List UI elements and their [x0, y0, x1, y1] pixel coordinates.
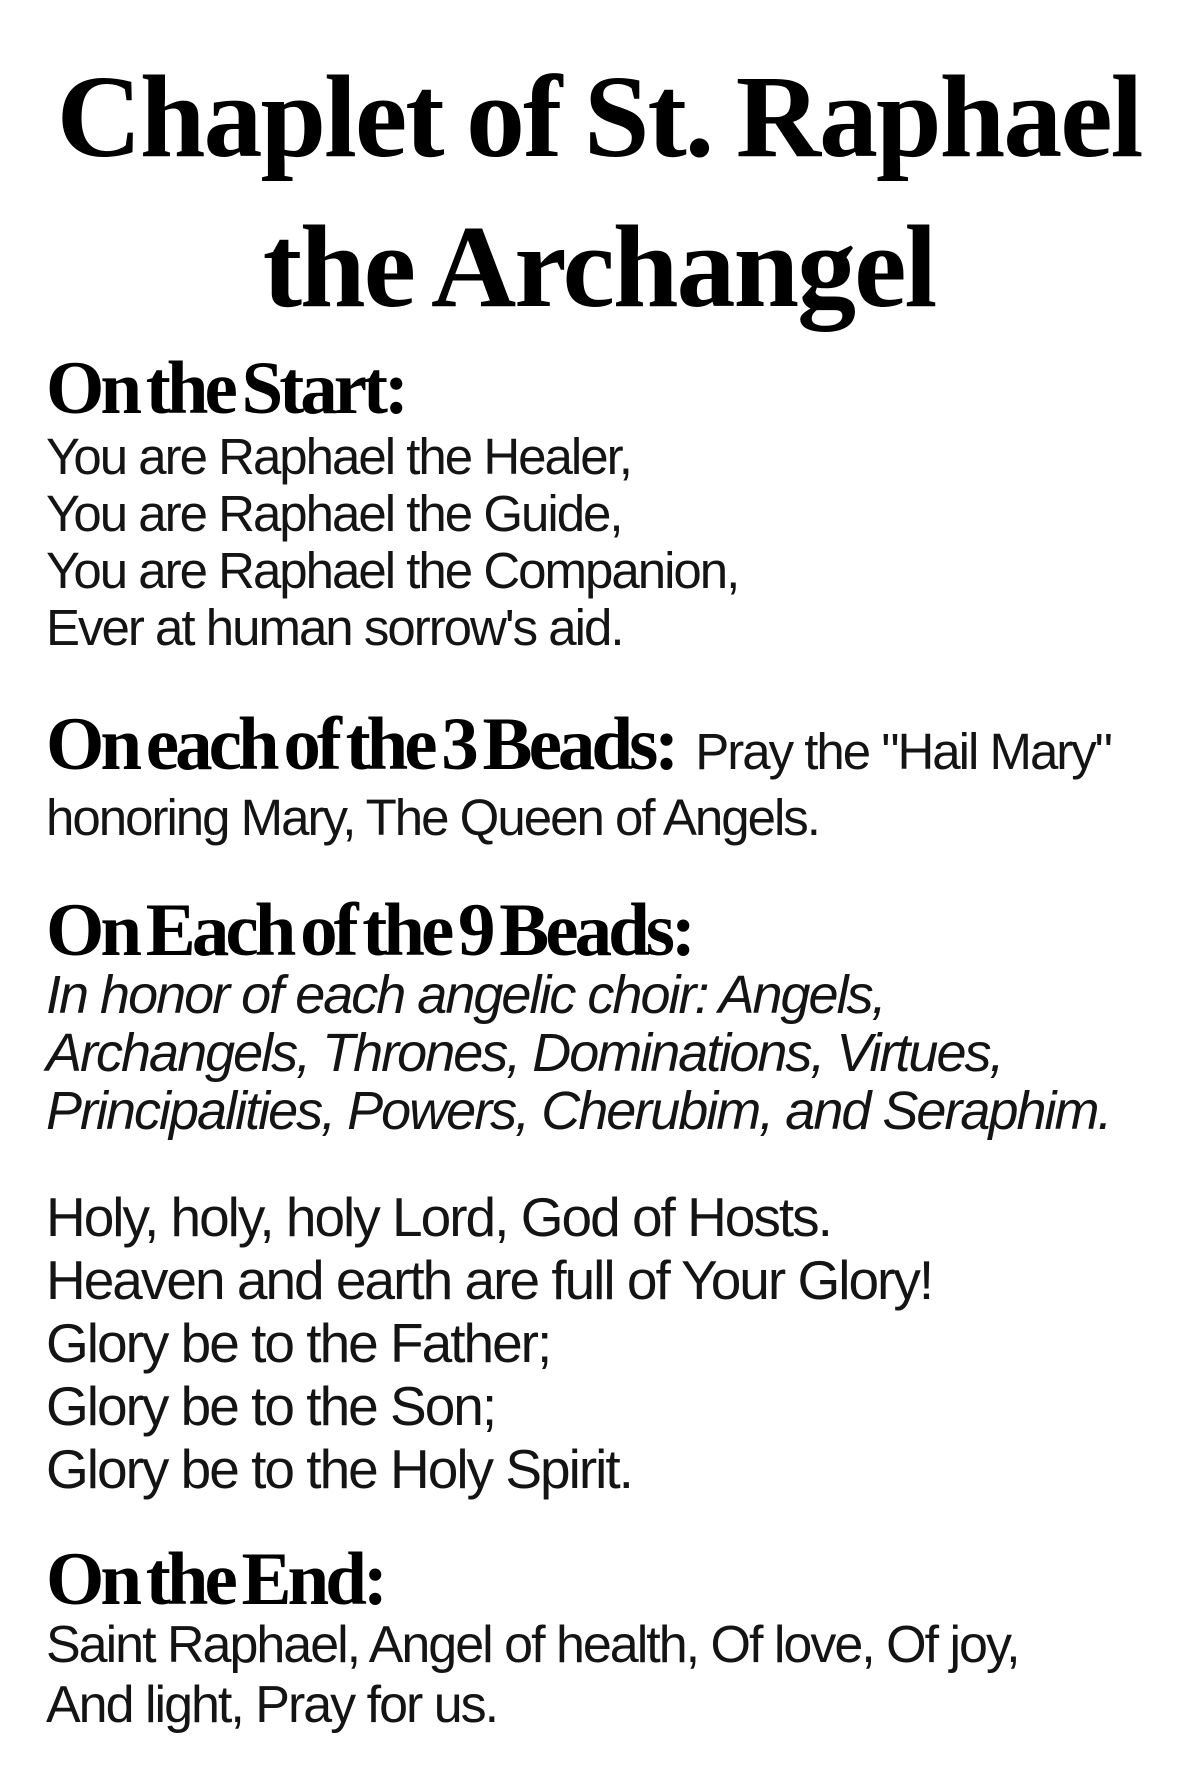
prayer-line: Archangels, Thrones, Dominations, Virtues, — [46, 1023, 1003, 1083]
section-on-the-end — [46, 1538, 1152, 1735]
title-line-1: Chaplet of St. Raphael — [56, 51, 1142, 182]
section-doxology — [46, 1186, 1152, 1501]
prayer-line: Principalities, Powers, Cherubim, and Seraphim. — [46, 1081, 1111, 1141]
prayer-line: You are Raphael the Healer, — [46, 428, 631, 485]
prayer-line: Saint Raphael, Angel of health, Of love, Of joy, — [46, 1616, 1019, 1674]
nine-beads-lines — [46, 966, 1152, 1140]
prayer-line: You are Raphael the Guide, — [46, 485, 622, 542]
three-beads-intro-line — [46, 703, 1152, 789]
prayer-line: And light, Pray for us. — [46, 1676, 498, 1734]
prayer-line: Glory be to the Holy Spirit. — [46, 1438, 632, 1500]
three-beads-heading: On each of the 3 Beads: — [46, 703, 676, 786]
prayer-line: Glory be to the Son; — [46, 1375, 496, 1437]
prayer-line: Glory be to the Father; — [46, 1312, 551, 1374]
prayer-line: In honor of each angelic choir: Angels, — [46, 965, 885, 1025]
prayer-line: Ever at human sorrow's aid. — [46, 599, 623, 656]
three-beads-instruction: Pray the "Hail Mary" — [695, 723, 1111, 780]
prayer-line: Heaven and earth are full of Your Glory! — [46, 1249, 933, 1311]
on-the-end-heading: On the End: — [46, 1538, 384, 1621]
prayer-line: Holy, holy, holy Lord, God of Hosts. — [46, 1186, 831, 1248]
section-nine-beads — [46, 889, 1152, 1141]
on-the-start-heading: On the Start: — [46, 347, 405, 430]
on-the-start-lines — [46, 428, 1152, 656]
page-title — [46, 42, 1152, 342]
section-three-beads — [46, 703, 1152, 846]
prayer-line: You are Raphael the Companion, — [46, 542, 739, 599]
nine-beads-heading: On Each of the 9 Beads: — [46, 889, 692, 972]
section-on-the-start — [46, 347, 1152, 656]
title-line-2: the Archangel — [262, 201, 936, 332]
prayer-line: honoring Mary, The Queen of Angels. — [46, 789, 819, 846]
on-the-end-lines — [46, 1615, 1152, 1735]
